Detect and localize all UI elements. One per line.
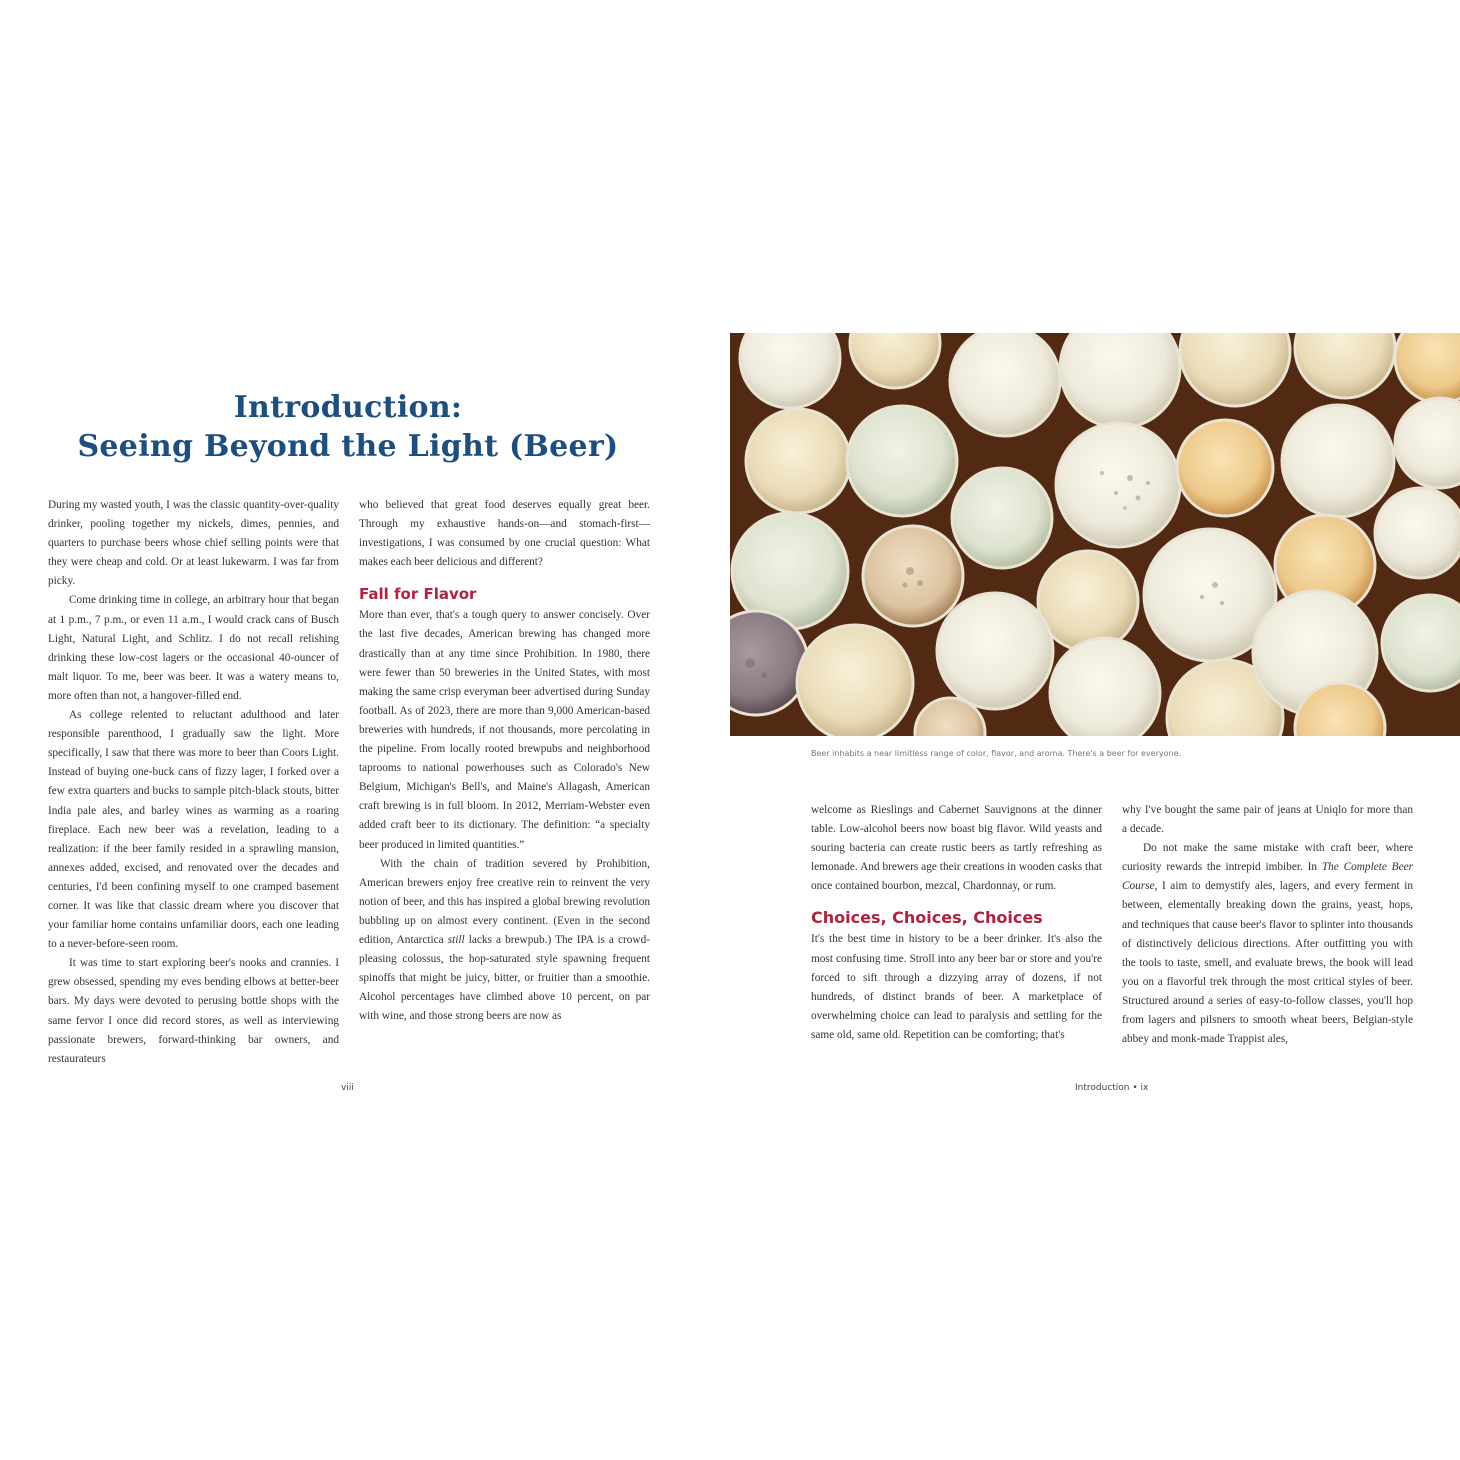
paragraph: As college relented to reluctant adulthood and later responsible parenthood, I gradually saw the light. More specifically, I saw that there was more to beer than Coors Light. Instead of buying one-buck cans of fizzy lager, I forked over a few extra quarters and bucks to sample pitch-black stouts, bitter India pale ales, and barley wines as warming as a roaring fireplace. Each new beer was a revelation, leading to a realization: if the beer family resided in a sprawling mansion, annexes added, excised, and renovated over the decades and centuries, I'd been confining myself to one cramped basement corner. It was like that classic dream where you discover that your familiar home contains unfamiliar doors, each one leading to a never-before-seen room. <box>48 709 339 951</box>
paragraph: welcome as Rieslings and Cabernet Sauvignons at the dinner table. Low-alcohol beers now boast big flavor. Wild yeasts and souring bacteria can create rustic beers as tartly refreshing as lemonade. And brewers age their creations in wooden casks that once contained bourbon, mezcal, Chardonnay, or rum. <box>811 804 1102 893</box>
section-heading-choices: Choices, Choices, Choices <box>811 908 1043 928</box>
chapter-title <box>0 388 696 466</box>
section-heading-fall-for-flavor: Fall for Flavor <box>359 585 477 604</box>
left-column-2 <box>359 496 650 1026</box>
paragraph: It was time to start exploring beer's nooks and crannies. I grew obsessed, spending my eves bending elbows at better-beer bars. My days were devoted to perusing bottle shops with the same fervor I once did record stores, as well as interviewing passionate brewers, forward-thinking bar owners, and restaurateurs <box>48 957 339 1065</box>
chapter-title-line-2: Seeing Beyond the Light (Beer) <box>77 429 619 464</box>
paragraph: During my wasted youth, I was the classic quantity-over-quality drinker, pooling together my nickels, dimes, pennies, and quarters to purchase beers whose chief selling points were that they were cheap and cold. Or at least lukewarm. I was far from picky. <box>48 499 339 588</box>
paragraph: More than ever, that's a tough query to answer concisely. Over the last five decades, American brewing has changed more drastically than at any time since Prohibition. In 1980, there were fewer than 50 breweries in the United States, with most making the same crisp everyman beer advertised during Sunday football. As of 2023, there are more than 9,000 American-based breweries with hundreds, if not thousands, more percolating in the pipeline. From locally rooted brewpubs and neighborhood taprooms to national powerhouses such as Colorado's New Belgium, Michigan's Bell's, and Maine's Allagash, American craft brewing is in full bloom. In 2012, Merriam-Webster even added craft beer to its dictionary. The definition: “a specialty beer produced in limited quantities.” <box>359 609 650 851</box>
beer-glasses-photo <box>730 333 1460 736</box>
paragraph: Come drinking time in college, an arbitrary hour that began at 1 p.m., 7 p.m., or even 11 a.m., I would crack cans of Busch Light, Natural Light, and Schlitz. I do not recall relishing drinking these low-cost lagers or the occasional 40-ouncer of malt liquor. To me, beer was beer. It was a watery means to, more often than not, a hangover-filled end. <box>48 594 339 702</box>
paragraph <box>359 855 650 1027</box>
paragraph <box>1122 839 1413 1049</box>
page-number-left: viii <box>341 1083 354 1093</box>
chapter-title-line-1: Introduction: <box>233 390 463 425</box>
right-column-1 <box>811 801 1102 1045</box>
book-title-emphasis: The Complete Beer Course <box>1122 861 1414 893</box>
paragraph: who believed that great food deserves equally great beer. Through my exhaustive hands-on—and stomach-first—investigations, I was consumed by one crucial question: What makes each beer delicious and different? <box>359 499 650 569</box>
paragraph: why I've bought the same pair of jeans at Uniqlo for more than a decade. <box>1122 804 1413 836</box>
text-run: With the chain of tradition severed by Prohibition, American brewers enjoy free creative rein to reinvent the very notion of beer, and this has inspired a global brewing revolution bubbling up on almost every continent. (Even in the second edition, Antarctica <box>359 857 650 946</box>
text-run: Do not make the same mistake with craft beer, where curiosity rewards the intrepid imbiber. In <box>1122 842 1413 874</box>
text-run: , I aim to demystify ales, lagers, and every ferment in between, elementally breaking down the grains, yeast, hops, and techniques that cause beer's flavor to splinter into thousands of distinctively delicious directions. After outfitting you with the tools to taste, smell, and evaluate brews, the book will lead you on a flavorful trek through the most critical styles of beer. Structured around a series of easy-to-follow classes, you'll hop from lagers and pilsners to smooth wheat beers, Belgian-style abbey and monk-made Trappist ales, <box>1122 880 1413 1046</box>
left-column-1 <box>48 496 339 1069</box>
photo-caption: Beer inhabits a near limitless range of color, flavor, and aroma. There's a beer for everyone. <box>811 749 1182 758</box>
right-column-2 <box>1122 801 1413 1049</box>
emphasis: still <box>447 933 465 946</box>
paragraph: It's the best time in history to be a beer drinker. It's also the most confusing time. Stroll into any beer bar or store and you're forced to sift through a dizzying array of dozens, if not hundreds, of distinct brands of beer. A marketplace of overwhelming choice can lead to paralysis and settling for the same old, same old. Repetition can be comforting; that's <box>811 933 1102 1041</box>
text-run: lacks a brewpub.) The IPA is a crowd-pleasing colossus, the hop-saturated style spawning frequent spinoffs that might be juicy, bitter, or fruitier than a smoothie. Alcohol percentages have climbed above 10 percent, on par with wine, and those strong beers are now as <box>359 933 650 1023</box>
right-page <box>730 0 1460 1460</box>
page-number-right: Introduction • ix <box>1075 1083 1149 1093</box>
